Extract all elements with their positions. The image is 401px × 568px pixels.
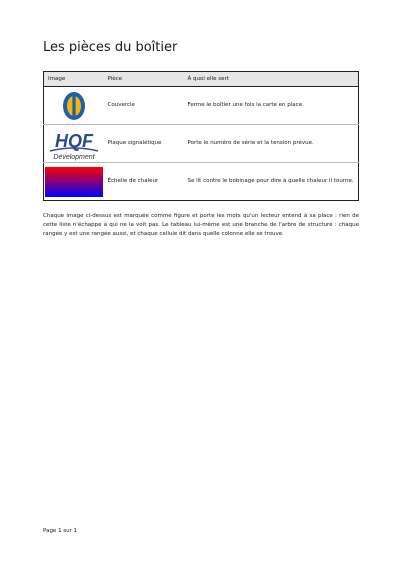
image-cell [44, 163, 104, 201]
description-paragraph: Chaque image ci-dessus est marquée comme figure et porte les mots qu'un lecteur entend à sa place : rien de cette liste n'échappe à qui ne la voit pas. Le tableau lui-même est une branche de l'arbre de structure : chaque rangée y est une rangée aussi, et chaque cellule dit dans quelle colonne elle se trouve. [43, 213, 359, 237]
hqf-logo-icon [46, 127, 102, 161]
hqf-logo-text: HQF [54, 130, 93, 151]
heat-gradient-icon [45, 167, 103, 197]
header-role: À quoi elle sert [184, 72, 359, 87]
image-cell [44, 87, 104, 125]
header-piece: Pièce [104, 72, 184, 87]
couvercle-logo-icon [62, 91, 86, 121]
table-row [44, 87, 359, 125]
piece-cell: Plaque signalétique [104, 125, 184, 163]
table-row [44, 163, 359, 201]
parts-table [43, 71, 359, 201]
role-cell: Ferme le boîtier une fois la carte en place. [184, 87, 359, 125]
page-footer: Page 1 sur 1 [43, 528, 78, 534]
table-row [44, 125, 359, 163]
piece-cell: Échelle de chaleur [107, 177, 159, 184]
header-image: Image [44, 72, 104, 87]
hqf-logo-subtext: Development [53, 153, 95, 161]
role-cell: Porte le numéro de série et la tension prévue. [184, 125, 359, 163]
piece-cell: Couvercle [104, 87, 184, 125]
page-title: Les pièces du boîtier [43, 40, 178, 55]
image-cell [44, 125, 104, 163]
role-cell: Se lit contre le bobinage pour dire à quelle chaleur il tourne. [187, 177, 354, 184]
table-header-row [44, 72, 359, 87]
